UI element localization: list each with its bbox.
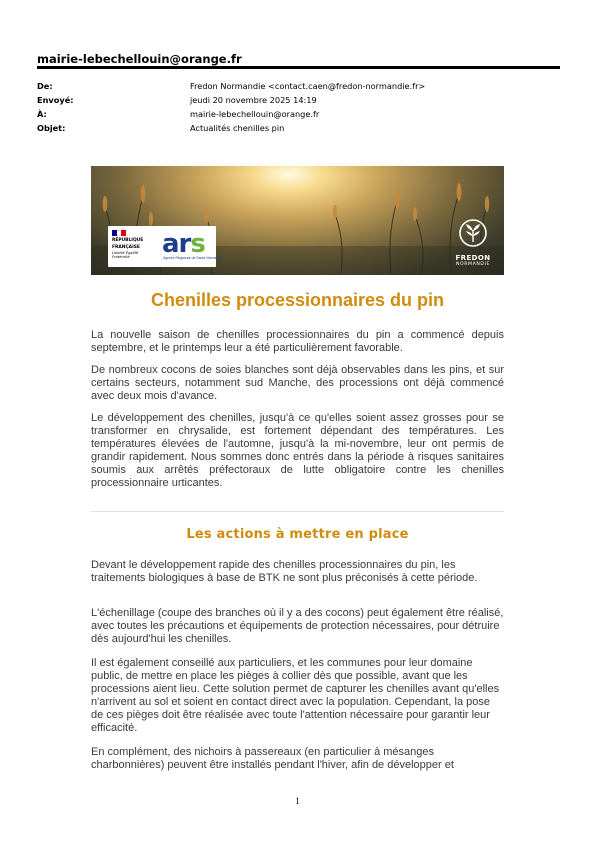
section-title: Les actions à mettre en place [186, 527, 409, 542]
action-paragraph-2: L'échenillage (coupe des branches où il y a des cocons) peut également être réalisé, avec toutes les précautions et équipements de protection nécessaires, pour détruire dès aujourd'hui les chenilles. [91, 607, 504, 645]
from-label: De: [37, 81, 53, 91]
ars-letter-s: s [190, 229, 205, 259]
to-label: À: [37, 109, 47, 119]
fredon-region: NORMANDIE [456, 262, 490, 267]
sent-value: jeudi 20 novembre 2025 14:19 [190, 95, 317, 105]
sent-label: Envoyé: [37, 95, 74, 105]
ars-letter-r: r [178, 229, 191, 259]
from-value: Fredon Normandie <contact.caen@fredon-normandie.fr> [190, 81, 426, 91]
action-paragraph-3: Il est également conseillé aux particuliers, et les communes pour leur domaine public, de mettre en place les pièges à collier dès que possible, avant que les processions aient lieu. Cette solution permet de capturer les chenilles avant qu'elles n'arrivent au sol et soient en contact direct avec la population. Cependant, la pose de ces pièges doit être réalisée avec toute l'attention nécessaire pour garantir leur efficacité. [91, 657, 500, 734]
action-paragraph-4: En complément, des nichoirs à passereaux (en particulier à mésanges charbonnières) peuvent être installés pendant l'hiver, afin de développer et [91, 746, 454, 771]
ars-letter-a: a [162, 229, 179, 259]
intro-paragraph-3: Le développement des chenilles, jusqu'à ce qu'elles soient assez grosses pour se transformer en chrysalide, est fortement dépendant des températures. Les températures élevées de l'automne, jusqu'à la mi-novembre, leur ont permis de grandir rapidement. Nous sommes donc entrés dans la période à risques sanitaires soumis aux arrêtés préfectoraux de lutte obligatoire contre les chenilles processionnaire urticantes. [91, 412, 504, 489]
fredon-logo [448, 218, 498, 267]
republique-line1: RÉPUBLIQUE [112, 238, 144, 243]
page-number: 1 [295, 796, 300, 806]
section-divider [91, 511, 504, 512]
fredon-emblem-icon [458, 218, 488, 248]
article-title: Chenilles processionnaires du pin [150, 290, 445, 310]
fredon-name: FREDON [455, 254, 491, 262]
subject-value: Actualités chenilles pin [190, 123, 285, 133]
mailbox-owner: mairie-lebechellouin@orange.fr [37, 52, 242, 66]
republique-line2: FRANÇAISE [112, 245, 140, 250]
french-flag-icon [112, 230, 126, 236]
ars-caption: Agence Régionale de Santé Normandie [163, 256, 223, 260]
republique-francaise-logo [112, 230, 154, 259]
header-rule [37, 66, 560, 69]
republique-motto: Liberté Égalité Fraternité [112, 251, 139, 259]
intro-paragraph-1: La nouvelle saison de chenilles processionnaires du pin a commencé depuis septembre, et le printemps leur a été particulièrement favorable. [91, 329, 504, 354]
intro-paragraph-2: De nombreux cocons de soies blanches sont déjà observables dans les pins, et sur certains secteurs, notamment sud Manche, des processions ont déjà commencé avec deux mois d'avance. [91, 364, 504, 402]
subject-label: Objet: [37, 123, 66, 133]
to-value: mairie-lebechellouin@orange.fr [190, 109, 320, 119]
action-paragraph-1: Devant le développement rapide des chenilles processionnaires du pin, les traitements biologiques à base de BTK ne sont plus préconisés à cette période. [91, 559, 478, 584]
partner-logos [108, 226, 223, 267]
